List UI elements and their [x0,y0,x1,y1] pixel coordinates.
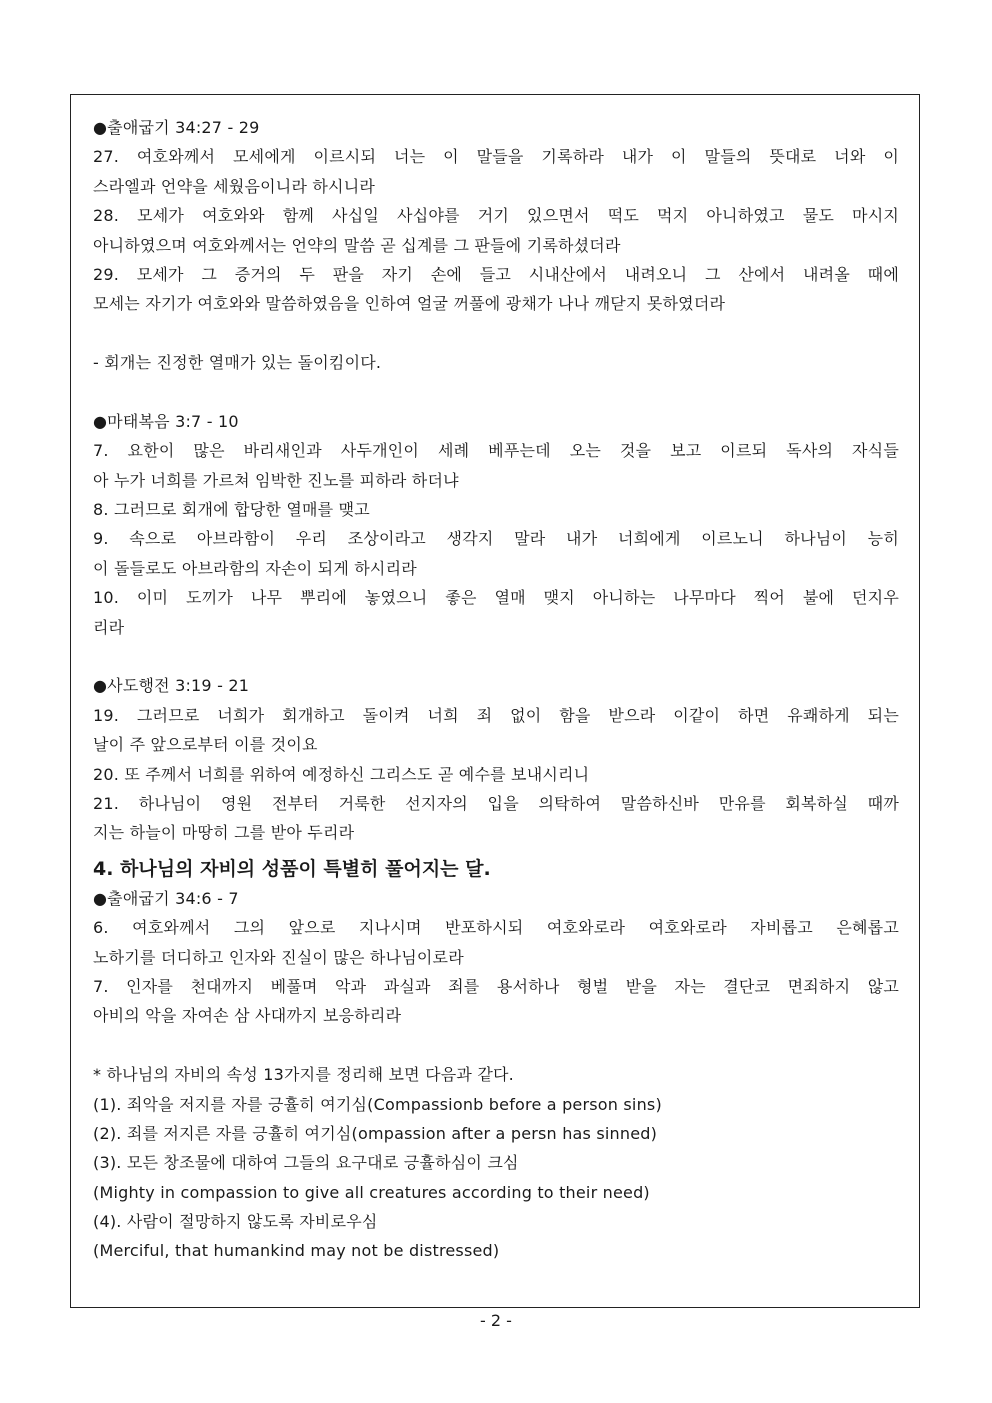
verse-line: 스라엘과 언약을 세웠음이니라 하시니라 [93,176,376,196]
verse-line: 9. 속으로 아브라함이 우리 조상이라고 생각지 말라 내가 너희에게 이르노니 하나님이 능히 [93,529,899,549]
commentary-note: - 회개는 진정한 열매가 있는 돌이킴이다. [93,353,382,373]
list-item: (1). 죄악을 저지를 자를 긍휼히 여기심(Compassionb before a person sins) [93,1094,662,1114]
verse-line: 27. 여호와께서 모세에게 이르시되 너는 이 말들을 기록하라 내가 이 말들의 뜻대로 너와 이 [93,147,899,167]
scripture-reference: ●출애굽기 34:27 - 29 [93,118,260,137]
verse-line: 6. 여호와께서 그의 앞으로 지나시며 반포하시되 여호와로라 여호와로라 자비롭고 은혜롭고 [93,918,899,938]
list-intro: * 하나님의 자비의 속성 13가지를 정리해 보면 다음과 같다. [93,1065,514,1085]
verse-line: 이 돌들로도 아브라함의 자손이 되게 하시리라 [93,558,417,578]
scripture-reference: ●마태복음 3:7 - 10 [93,411,239,431]
scripture-reference: ●사도행전 3:19 - 21 [93,676,250,696]
list-item: (3). 모든 창조물에 대하여 그들의 요구대로 긍휼하심이 크심 [93,1153,519,1173]
verse-line: 아니하였으며 여호와께서는 언약의 말씀 곧 십계를 그 판들에 기록하셨더라 [93,235,621,255]
verse-line: 아비의 악을 자여손 삼 사대까지 보응하리라 [93,1006,402,1026]
verse-line: 아 누가 너희를 가르쳐 임박한 진노를 피하라 하더냐 [93,470,459,490]
verse-line: 19. 그러므로 너희가 회개하고 돌이켜 너희 죄 없이 함을 받으라 이같이 하면 유쾌하게 되는 [93,705,899,725]
verse-line: 지는 하늘이 마땅히 그를 받아 두리라 [93,823,355,843]
verse-line: 7. 인자를 천대까지 베풀며 악과 과실과 죄를 용서하나 형벌 받을 자는 결단코 면죄하지 않고 [93,976,899,996]
verse-line: 21. 하나님이 영원 전부터 거룩한 선지자의 입을 의탁하여 말씀하신바 만유를 회복하실 때까 [93,793,899,813]
page-content [93,113,899,1266]
list-item: (2). 죄를 저지른 자를 긍휼히 여기심(ompassion after a persn has sinned) [93,1123,658,1143]
spacer [93,642,899,671]
verse-line: 10. 이미 도끼가 나무 뿌리에 놓였으니 좋은 열매 맺지 아니하는 나무마다 찍어 불에 던지우 [93,588,899,608]
verse-line: 28. 모세가 여호와와 함께 사십일 사십야를 거기 있으면서 떡도 먹지 아니하였고 물도 마시지 [93,206,899,226]
list-item: (4). 사람이 절망하지 않도록 자비로우심 [93,1212,378,1232]
scripture-reference: ●출애굽기 34:6 - 7 [93,888,239,908]
list-item: (Mighty in compassion to give all creatures according to their need) [93,1182,650,1202]
verse-line: 7. 요한이 많은 바리새인과 사두개인이 세례 베푸는데 오는 것을 보고 이르되 독사의 자식들 [93,441,899,461]
section-heading: 4. 하나님의 자비의 성품이 특별히 풀어지는 달. [93,857,491,880]
verse-line: 8. 그러므로 회개에 합당한 열매를 맺고 [93,500,370,520]
spacer [93,1031,899,1060]
list-item: (Merciful, that humankind may not be distressed) [93,1241,500,1261]
verse-line: 20. 또 주께서 너희를 위하여 예정하신 그리스도 곧 예수를 보내시리니 [93,764,590,784]
verse-line: 노하기를 더디하고 인자와 진실이 많은 하나님이로라 [93,947,464,967]
spacer [93,319,899,348]
page-number: - 2 - [480,1311,512,1330]
verse-line: 모세는 자기가 여호와와 말씀하였음을 인하여 얼굴 꺼풀에 광채가 나나 깨닫지 못하였더라 [93,294,726,314]
verse-line: 29. 모세가 그 증거의 두 판을 자기 손에 들고 시내산에서 내려오니 그 산에서 내려올 때에 [93,264,899,284]
spacer [93,378,899,407]
verse-line: 날이 주 앞으로부터 이를 것이요 [93,735,318,755]
verse-line: 리라 [93,617,125,637]
